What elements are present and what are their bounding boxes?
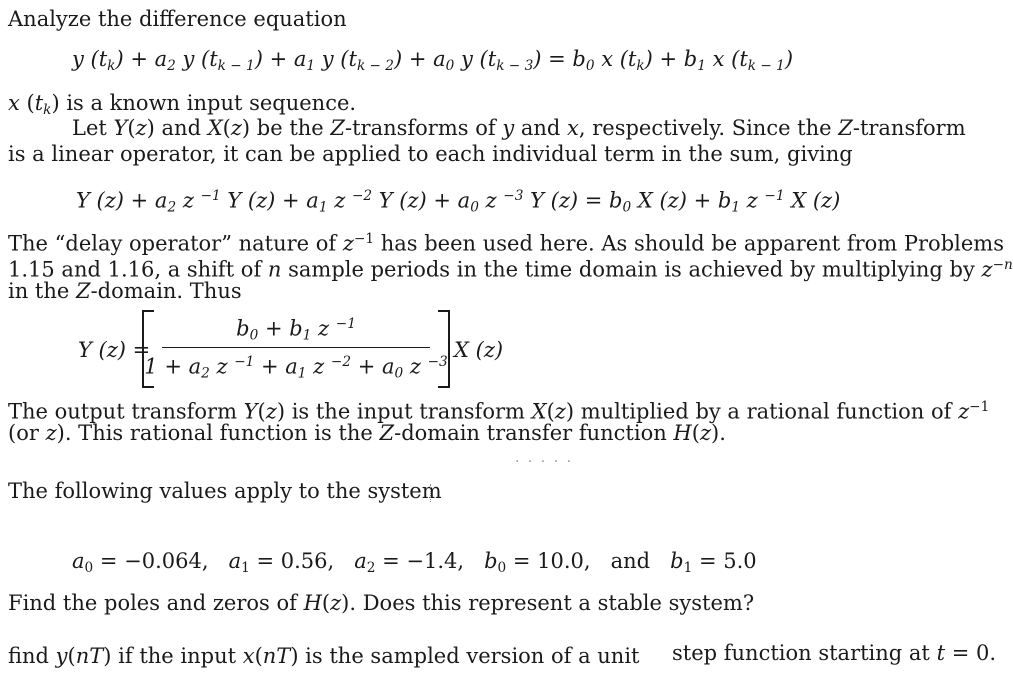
parameter-values: $a_0 = -0.064$, $a_1 = 0.56$, $a_2 = -1.4$, $b_0 = 10.0$, and $b_1 = 5.0$ (72, 549, 757, 577)
scan-artifact: . . . . . (515, 450, 574, 466)
difference-equation: y $(t_k) + a_2$ y $(t_{k - 1}) + a_1$ y $(t_{k - 2}) + a_0$ y $(t_{k - 3}) = b_0$ x $(t_k) + b_1$ x $(t_{k - 1})$ (72, 47, 794, 75)
question-2-part-2: step function starting at t = 0. (672, 641, 996, 665)
values-intro: The following values apply to the system (8, 479, 442, 503)
right-bracket (438, 310, 450, 388)
heading: Analyze the difference equation (8, 7, 347, 31)
paragraph-1-line-2: is a linear operator, it can be applied to each individual term in the sum, giving (8, 142, 853, 166)
paragraph-3-line-2: (or z). This rational function is the Z-domain transfer function H(z). (8, 421, 726, 445)
paragraph-2-line-3: in the Z-domain. Thus (8, 279, 242, 303)
paragraph-3-line-1: The output transform Y(z) is the input transform X(z) multiplied by a rational function of $z^{-1}$ (8, 399, 990, 424)
paragraph-2-line-2: 1.15 and 1.16, a shift of n sample periods in the time domain is achieved by multiplying by $z^{-n}$ (8, 257, 1013, 282)
transfer-fraction (142, 310, 450, 390)
z-transform-equation: Y $(z) + a_2$ z $^{-1}$ Y $(z) + a_1$ z $^{-2}$ Y $(z) + a_0$ z $^{-3}$ Y $(z) = b_0$ X $(z) + b_1$ z $^{-1}$ X (z) (76, 188, 841, 216)
transfer-rhs: X (z) (454, 338, 504, 362)
question-2-part-1: find y(nT) if the input x(nT) is the sampled version of a unit (8, 644, 640, 668)
transfer-lhs: Y (z) = (78, 338, 151, 362)
fraction-denominator: $1 + a_2$ z $^{-1} + a_1$ z $^{-2} + a_0$ z $^{-3}$ (144, 354, 448, 382)
known-input-text: x $(t_k)$ is a known input sequence. (8, 91, 357, 119)
paragraph-1-line-1: Let Y(z) and X(z) be the Z-transforms of y and x, respectively. Since the Z-transform (72, 116, 966, 140)
question-1: Find the poles and zeros of H(z). Does this represent a stable system? (8, 591, 755, 615)
paragraph-2-line-1: The “delay operator” nature of $z^{-1}$ has been used here. As should be apparent from Problems (8, 231, 1004, 256)
fraction-bar (162, 347, 430, 348)
text-cursor (430, 484, 432, 502)
fraction-numerator: $b_0 + b_1$ z $^{-1}$ (236, 316, 356, 344)
